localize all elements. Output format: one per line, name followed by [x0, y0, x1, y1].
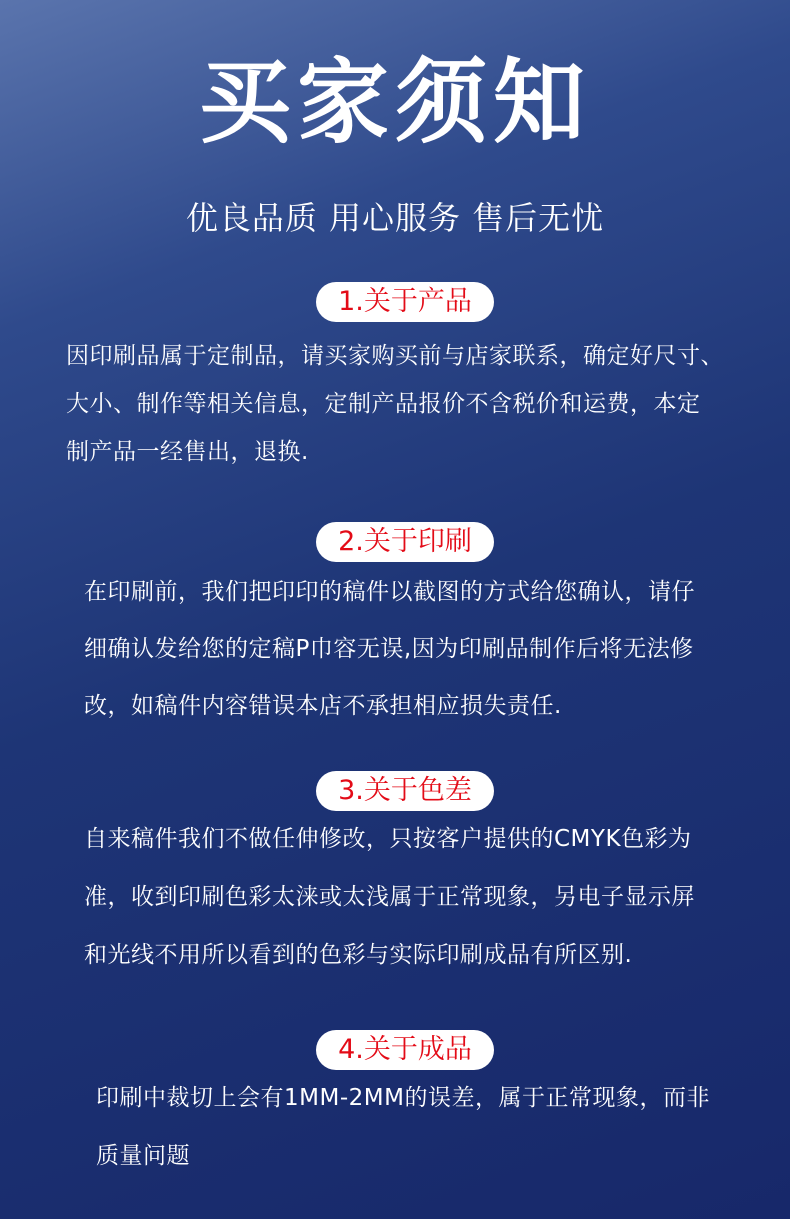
section-body-printing — [84, 564, 695, 735]
section-line: 准，收到印刷色彩太涞或太浅属于正常现象，另电子显示屏 — [84, 884, 695, 910]
section-line: 因印刷品属于定制品，请买家购买前与店家联系，确定好尺寸、 — [66, 343, 724, 369]
section-line: 自来稿件我们不做任伸修改，只按客户提供的CMYK色彩为 — [84, 826, 692, 852]
section-body-finished — [96, 1069, 710, 1185]
section-body-color — [84, 810, 695, 984]
section-body-products — [66, 332, 724, 476]
section-heading-finished: 4.关于成品 — [316, 1030, 494, 1070]
section-line: 改，如稿件内容错误本店不承担相应损失责任. — [84, 693, 562, 719]
section-heading-products: 1.关于产品 — [316, 282, 494, 322]
section-line: 和光线不用所以看到的色彩与实际印刷成品有所区别. — [84, 942, 633, 968]
section-line: 制产品一经售出，退换. — [66, 439, 309, 465]
section-line: 在印刷前，我们把印印的稿件以截图的方式给您确认，请仔 — [84, 579, 695, 605]
section-heading-color: 3.关于色差 — [316, 771, 494, 811]
page-subtitle: 优良品质 用心服务 售后无忧 — [185, 199, 605, 237]
section-heading-printing: 2.关于印刷 — [316, 522, 494, 562]
section-line: 印刷中裁切上会有1MM-2MM的误差，属于正常现象，而非 — [96, 1085, 710, 1111]
page-title: 买家须知 — [198, 49, 591, 156]
section-line: 细确认发给您的定稿P巾容无误,因为印刷品制作后将无法修 — [84, 636, 694, 662]
section-line: 质量问题 — [96, 1143, 190, 1169]
section-line: 大小、制作等相关信息，定制产品报价不含税价和运费，本定 — [66, 391, 701, 417]
